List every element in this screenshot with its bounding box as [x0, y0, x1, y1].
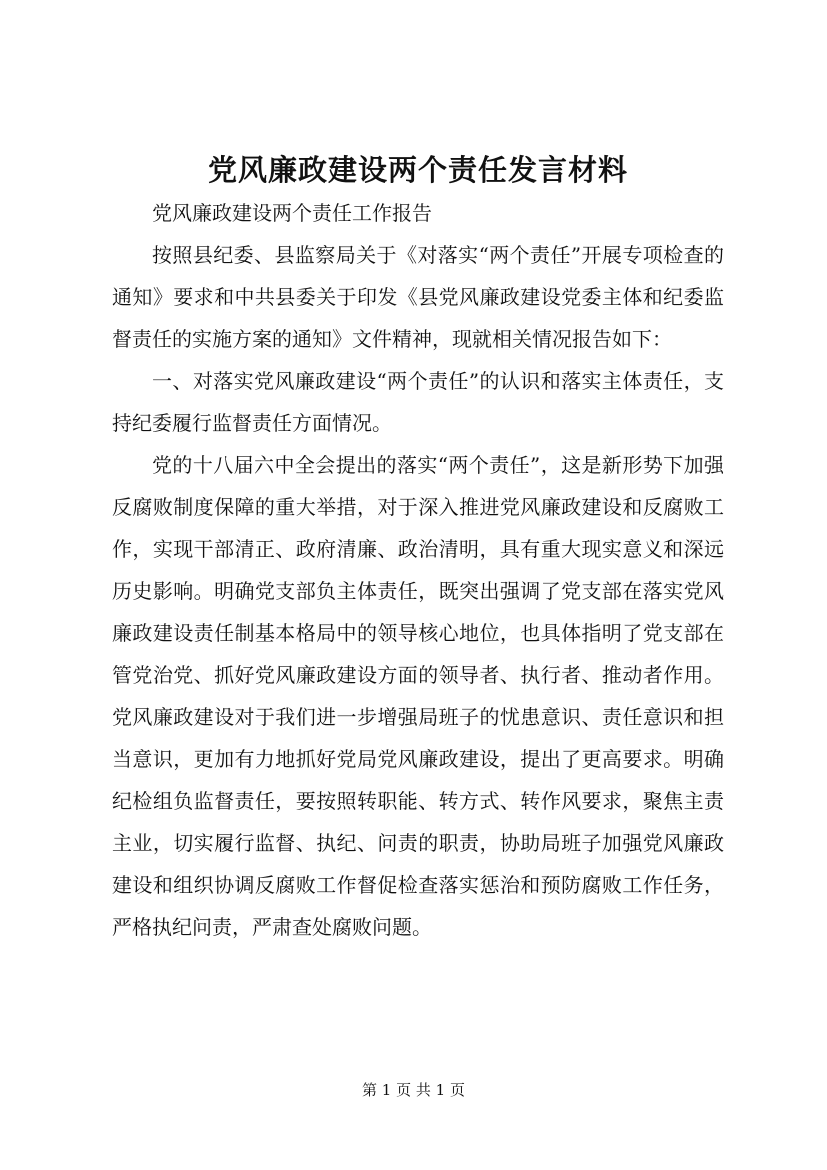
paragraph-body: 党的十八届六中全会提出的落实“两个责任”，这是新形势下加强反腐败制度保障的重大举措，对于深入推进党风廉政建设和反腐败工作，实现干部清正、政府清廉、政治清明，具有重大现实意义和深远历史影响。明确党支部负主体责任，既突出强调了党支部在落实党风廉政建设责任制基本格局中的领导核心地位，也具体指明了党支部在管党治党、抓好党风廉政建设方面的领导者、执行者、推动者作用。党风廉政建设对于我们进一步增强局班子的忧患意识、责任意识和担当意识，更加有力地抓好党局党风廉政建设，提出了更高要求。明确纪检组负监督责任，要按照转职能、转方式、转作风要求，聚焦主责主业，切实履行监督、执纪、问责的职责，协助局班子加强党风廉政建设和组织协调反腐败工作督促检查落实惩治和预防腐败工作任务，严格执纪问责，严肃查处腐败问题。 — [112, 453, 724, 939]
document-title: 党风廉政建设两个责任发言材料 — [207, 153, 628, 187]
paragraph-intro: 按照县纪委、县监察局关于《对落实“两个责任”开展专项检查的通知》要求和中共县委关于印发《县党风廉政建设党委主体和纪委监督责任的实施方案的通知》文件精神，现就相关情况报告如下： — [112, 243, 724, 351]
paragraph-section-heading: 一、对落实党风廉政建设“两个责任”的认识和落实主体责任，支持纪委履行监督责任方面情况。 — [112, 369, 724, 435]
page-footer: 第 1 页 共 1 页 — [362, 1081, 465, 1099]
document-subtitle: 党风廉政建设两个责任工作报告 — [152, 201, 432, 225]
document-body — [112, 148, 724, 948]
